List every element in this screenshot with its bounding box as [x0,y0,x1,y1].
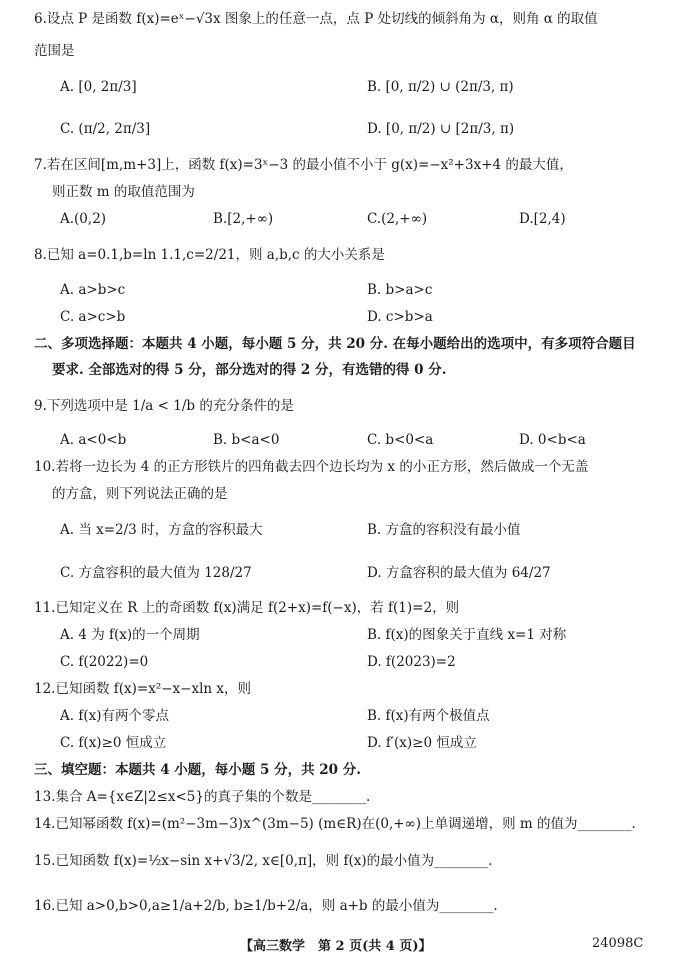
section-2-heading: 二、多项选择题：本题共 4 小题，每小题 5 分，共 20 分. 在每小题给出的选项中，有多项符合题目 [34,336,636,352]
q7-stem-line2: 则正数 m 的取值范围为 [52,184,195,200]
q9-stem: 9.下列选项中是 1/a < 1/b 的充分条件的是 [34,398,294,414]
q11-option-c: C. f(2022)=0 [60,654,149,670]
q16-stem: 16.已知 a>0,b>0,a≥1/a+2/b, b≥1/b+2/a，则 a+b 的最小值为________. [34,898,498,914]
q7-option-b: B.[2,+∞) [213,211,274,227]
q12-stem: 12.已知函数 f(x)=x²−x−xln x，则 [34,681,252,697]
section-3-heading: 三、填空题：本题共 4 小题，每小题 5 分，共 20 分. [34,762,361,778]
q8-option-a: A. a>b>c [60,282,126,298]
q9-option-c: C. b<0<a [367,432,434,448]
q11-option-a: A. 4 为 f(x)的一个周期 [60,627,200,643]
q6-option-b: B. [0, π/2) ∪ (2π/3, π) [367,79,514,95]
q10-option-b: B. 方盒的容积没有最小值 [367,522,521,538]
q7-option-a: A.(0,2) [60,211,107,227]
q11-option-b: B. f(x)的图象关于直线 x=1 对称 [367,627,567,643]
q13-stem: 13.集合 A={x∈Z|2≤x<5}的真子集的个数是________. [34,789,371,805]
q6-option-a: A. [0, 2π/3] [60,79,137,95]
q15-stem: 15.已知函数 f(x)=½x−sin x+√3/2, x∈[0,π]，则 f(x)的最小值为________. [34,853,493,869]
q7-option-d: D.[2,4) [519,211,566,227]
q8-stem: 8.已知 a=0.1,b=ln 1.1,c=2/21，则 a,b,c 的大小关系是 [34,247,385,263]
q8-option-b: B. b>a>c [367,282,433,298]
q6-stem-line1: 6.设点 P 是函数 f(x)=eˣ−√3x 图象上的任意一点，点 P 处切线的倾斜角为 α，则角 α 的取值 [34,11,598,27]
q7-stem-line1: 7.若在区间[m,m+3]上，函数 f(x)=3ˣ−3 的最小值不小于 g(x)=−x²+3x+4 的最大值， [34,157,573,173]
q14-stem: 14.已知幂函数 f(x)=(m²−3m−3)x^(3m−5) (m∈R)在(0,+∞)上单调递增，则 m 的值为________. [34,816,636,832]
q12-option-c: C. f(x)≥0 恒成立 [60,735,167,751]
q6-option-d: D. [0, π/2) ∪ [2π/3, π) [367,121,515,137]
q9-option-d: D. 0<b<a [519,432,586,448]
q12-option-d: D. f′(x)≥0 恒成立 [367,735,477,751]
q10-stem-line1: 10.若将一边长为 4 的正方形铁片的四角截去四个边长均为 x 的小正方形，然后做成一个无盖 [34,459,589,475]
q8-option-d: D. c>b>a [367,309,433,325]
paper-code: 24098C [592,936,644,951]
page-footer-title: 【高三数学 第 2 页(共 4 页)】 [240,939,432,954]
q10-option-a: A. 当 x=2/3 时，方盒的容积最大 [60,522,263,538]
q10-option-c: C. 方盒容积的最大值为 128/27 [60,565,252,581]
q9-option-a: A. a<0<b [60,432,127,448]
q10-stem-line2: 的方盒，则下列说法正确的是 [52,486,228,502]
q11-option-d: D. f(2023)=2 [367,654,456,670]
q6-stem-line2: 范围是 [34,43,75,59]
q12-option-a: A. f(x)有两个零点 [60,708,169,724]
q9-option-b: B. b<a<0 [213,432,280,448]
q7-option-c: C.(2,+∞) [367,211,428,227]
q12-option-b: B. f(x)有两个极值点 [367,708,490,724]
q10-option-d: D. 方盒容积的最大值为 64/27 [367,565,551,581]
q6-option-c: C. (π/2, 2π/3] [60,121,151,137]
q8-option-c: C. a>c>b [60,309,126,325]
section-2-instructions: 要求. 全部选对的得 5 分，部分选对的得 2 分，有选错的得 0 分. [52,362,447,378]
q11-stem: 11.已知定义在 R 上的奇函数 f(x)满足 f(2+x)=f(−x)，若 f(1)=2，则 [34,600,460,616]
